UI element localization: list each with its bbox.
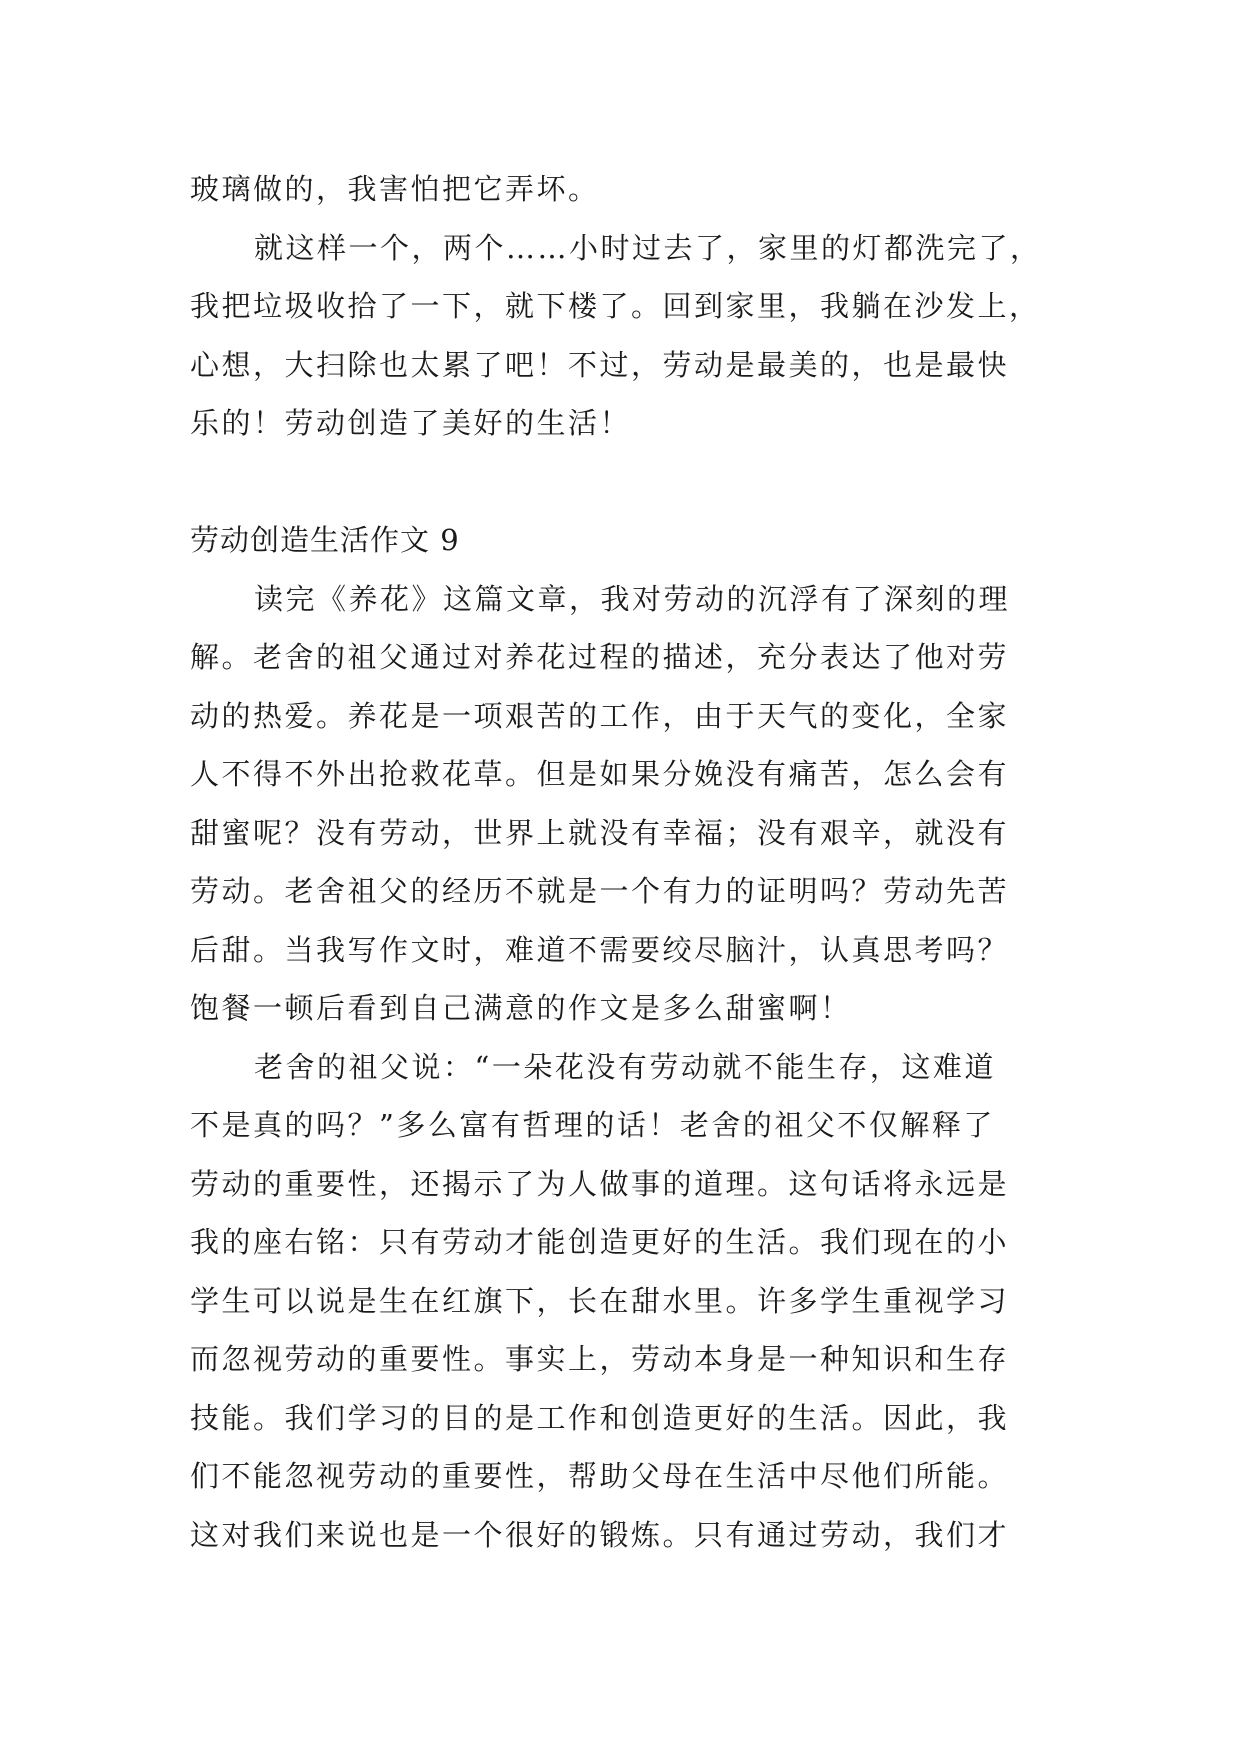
text-line: 解。老舍的祖父通过对养花过程的描述，充分表达了他对劳 bbox=[190, 640, 1010, 674]
text-line: 读完《养花》这篇文章，我对劳动的沉浮有了深刻的理 bbox=[254, 581, 1011, 616]
section-spacer bbox=[190, 453, 1060, 512]
text-line: 乐的！劳动创造了美好的生活！ bbox=[190, 406, 632, 440]
text-line: 后甜。当我写作文时，难道不需要绞尽脑汁，认真思考吗？ bbox=[190, 932, 1010, 967]
text-line: 学生可以说是生在红旗下，长在甜水里。许多学生重视学习 bbox=[190, 1283, 1010, 1318]
text-line: 人不得不外出抢救花草。但是如果分娩没有痛苦，怎么会有 bbox=[190, 757, 1010, 791]
text-line: 劳动的重要性，还揭示了为人做事的道理。这句话将永远是 bbox=[190, 1166, 1010, 1201]
text-line: 劳动。老舍祖父的经历不就是一个有力的证明吗？劳动先苦 bbox=[190, 874, 1010, 908]
section-heading: 劳动创造生活作文 9 bbox=[190, 523, 460, 557]
text-line: 技能。我们学习的目的是工作和创造更好的生活。因此，我 bbox=[190, 1400, 1010, 1435]
text-line: 就这样一个，两个……小时过去了，家里的灯都洗完了， bbox=[254, 230, 1042, 265]
text-line: 玻璃做的，我害怕把它弄坏。 bbox=[190, 172, 600, 206]
text-line: 我的座右铭：只有劳动才能创造更好的生活。我们现在的小 bbox=[190, 1225, 1010, 1259]
document-body bbox=[190, 160, 1060, 1564]
text-line: 甜蜜呢？没有劳动，世界上就没有幸福；没有艰辛，就没有 bbox=[190, 815, 1010, 850]
text-line: 老舍的祖父说：“一朵花没有劳动就不能生存，这难道 bbox=[254, 1049, 996, 1084]
text-line: 而忽视劳动的重要性。事实上，劳动本身是一种知识和生存 bbox=[190, 1342, 1010, 1376]
text-line: 这对我们来说也是一个很好的锻炼。只有通过劳动，我们才 bbox=[190, 1517, 1010, 1552]
text-line: 动的热爱。养花是一项艰苦的工作，由于天气的变化，全家 bbox=[190, 698, 1010, 733]
text-line: 我把垃圾收拾了一下，就下楼了。回到家里，我躺在沙发上， bbox=[190, 289, 1041, 323]
text-line: 不是真的吗？”多么富有哲理的话！老舍的祖父不仅解释了 bbox=[190, 1108, 995, 1142]
text-line: 心想，大扫除也太累了吧！不过，劳动是最美的，也是最快 bbox=[190, 347, 1010, 382]
text-line: 们不能忽视劳动的重要性，帮助父母在生活中尽他们所能。 bbox=[190, 1459, 1010, 1493]
text-line: 饱餐一顿后看到自己满意的作文是多么甜蜜啊！ bbox=[190, 991, 852, 1025]
